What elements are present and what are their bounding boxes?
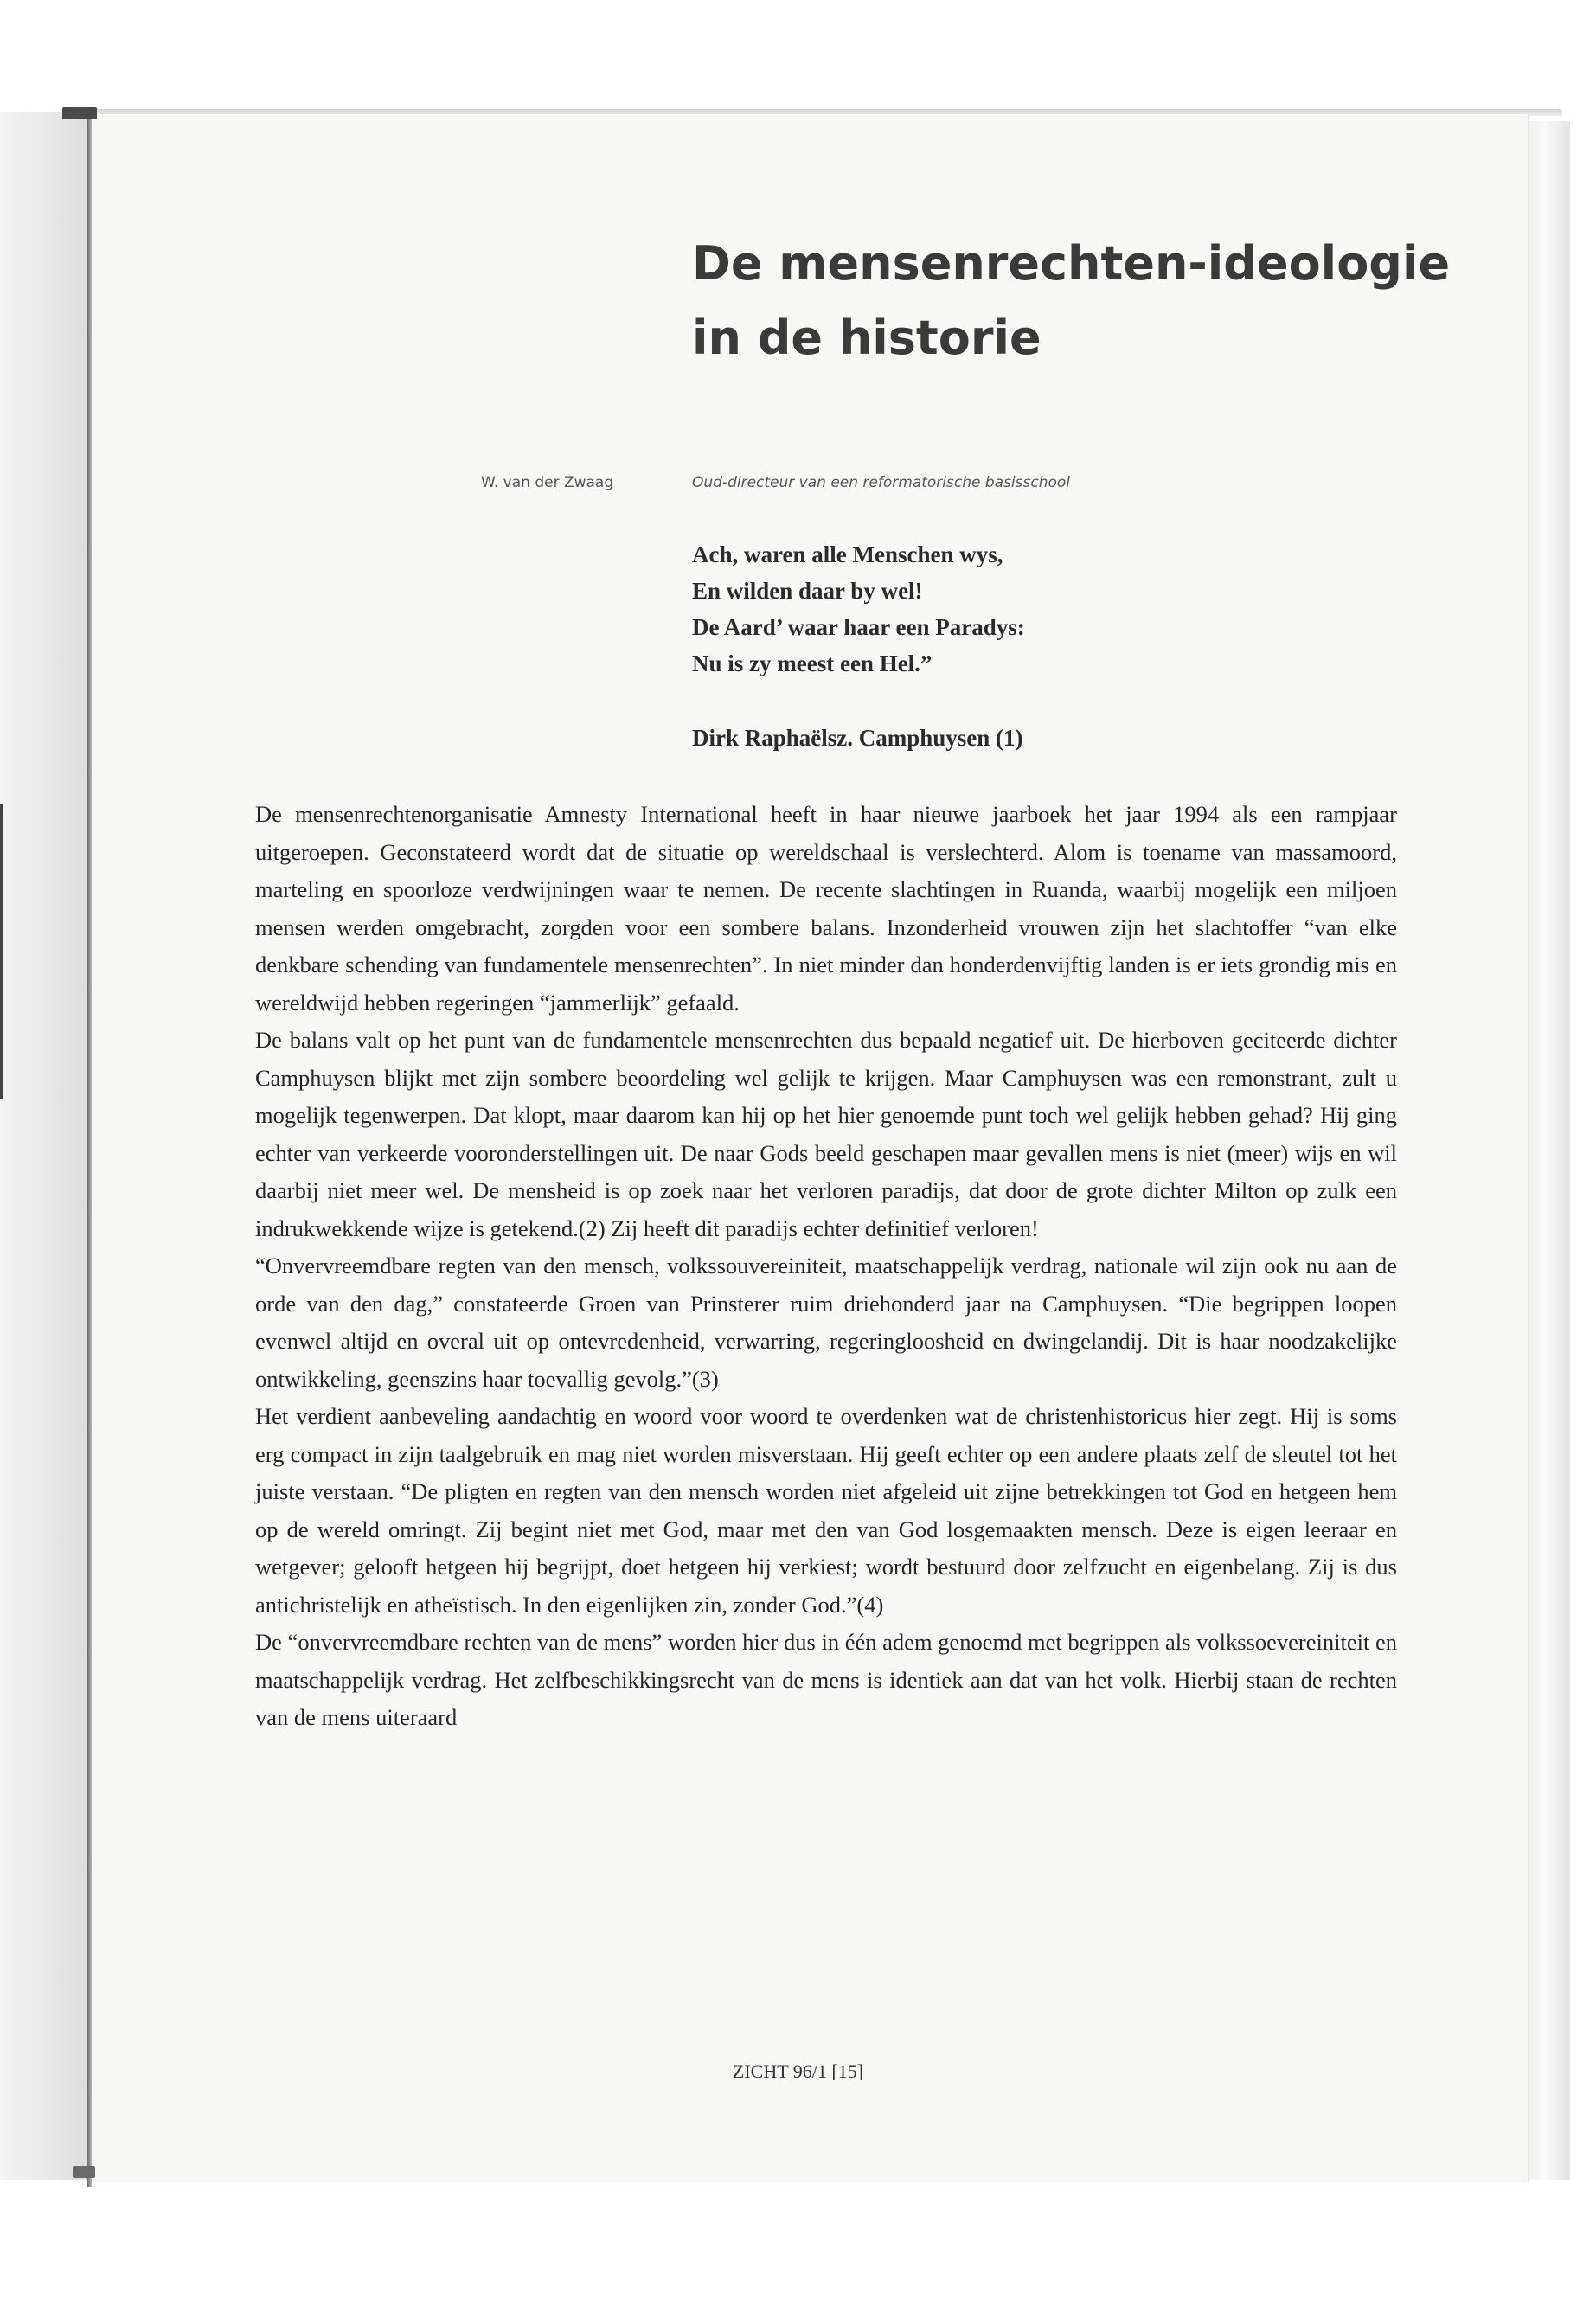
body-paragraph-4: Het verdient aanbeveling aandachtig en woord voor woord te overdenken wat de christenhistoricus hier zegt. Hij is soms erg compact in zijn taalgebruik en mag niet worden misverstaan. Hij geeft echter op een andere plaats zelf de sleutel tot het juiste verstaan. “De pligten en regten van den mensch worden niet afgeleid uit zijne betrekkingen tot God en hetgeen hem op de wereld omringt. Zij begint niet met God, maar met den van God losgemaakten mensch. Deze is eigen leeraar en wetgever; gelooft hetgeen hij begrijpt, doet hetgeen hij verkiest; wordt bestuurd door zelfzucht en eigenbelang. Zij is dus antichristelijk en atheïstisch. In den eigenlijken zin, zonder God.”(4) [255,1403,1397,1618]
poem-line: De Aard’ waar haar een Paradys: [692,614,1025,640]
poem-line: Ach, waren alle Menschen wys, [692,542,1003,567]
article-title [692,227,1471,375]
poem-line: Nu is zy meest een Hel.” [692,651,933,676]
author-name: W. van der Zwaag [481,474,614,491]
body-paragraph-3: “Onvervreemdbare regten van den mensch, volkssouvereiniteit, maatschappelijk verdrag, nationale wil zijn ook nu aan de orde van den dag,” constateerde Groen van Prinsterer ruim driehonderd jaar na Camphuysen. “Die begrippen loopen evenwel altijd en overal uit op ontevredenheid, verwarring, regeringloosheid en dwingelandij. Dit is haar noodzakelijke ontwikkeling, geenszins haar toevallig gevolg.”(3) [255,1253,1397,1392]
previous-page-edge [0,112,88,2180]
body-paragraph-5: De “onvervreemdbare rechten van de mens” worden hier dus in één adem genoemd met begrippen als volkssoevereiniteit en maatschappelijk verdrag. Het zelfbeschikkingsrecht van de mens is identiek aan dat van het volk. Hierbij staan de rechten van de mens uiteraard [255,1629,1397,1730]
spine-clip-top [62,107,97,119]
body-paragraph-1: De mensenrechtenorganisatie Amnesty International heeft in haar nieuwe jaarboek het jaar 1994 als een rampjaar uitgeroepen. Geconstateerd wordt dat de situatie op wereldschaal is verslechterd. Alom is toename van massamoord, marteling en spoorloze verdwijningen waar te nemen. De recente slachtingen in Ruanda, waarbij mogelijk een miljoen mensen werden omgebracht, zorgden voor een sombere balans. Inzonderheid vrouwen zijn het slachtoffer “van elke denkbare schending van fundamentele mensenrechten”. In niet minder dan honderdenvijftig landen is er iets grondig mis en wereldwijd hebben regeringen “jammerlijk” gefaald. [255,801,1397,1016]
left-margin-mark [0,804,3,1099]
poem-line: En wilden daar by wel! [692,578,923,604]
spine-clip-bottom [73,2166,95,2178]
book-spine [87,111,92,2187]
body-paragraph-2: De balans valt op het punt van de fundamentele mensenrechten dus bepaald negatief uit. De hierboven geciteerde dichter Camphuysen blijkt met zijn sombere beoordeling wel gelijk te krijgen. Maar Camphuysen was een remonstrant, zult u mogelijk tegenwerpen. Dat klopt, maar daarom kan hij op het hier genoemde punt toch wel gelijk hebben gehad? Hij ging echter van verkeerde vooronderstellingen uit. De naar Gods beeld geschapen maar gevallen mens is niet (meer) wijs en wil daarbij niet meer wel. De mensheid is op zoek naar het verloren paradijs, dat door de grote dichter Milton op zulk een indrukwekkende wijze is getekend.(2) Zij heeft dit paradijs echter definitief verloren! [255,1027,1397,1241]
page-footer: ZICHT 96/1 [15] [732,2061,864,2082]
page-stack-edge [1528,121,1570,2180]
article-body [255,796,1397,1737]
article-title-line-2: in de historie [692,311,1042,365]
author-role: Oud-directeur van een reformatorische basisschool [692,474,1071,491]
article-title-line-1: De mensenrechten-ideologie [692,236,1451,291]
opening-poem [692,536,1384,682]
poem-attribution: Dirk Raphaëlsz. Camphuysen (1) [692,725,1023,751]
